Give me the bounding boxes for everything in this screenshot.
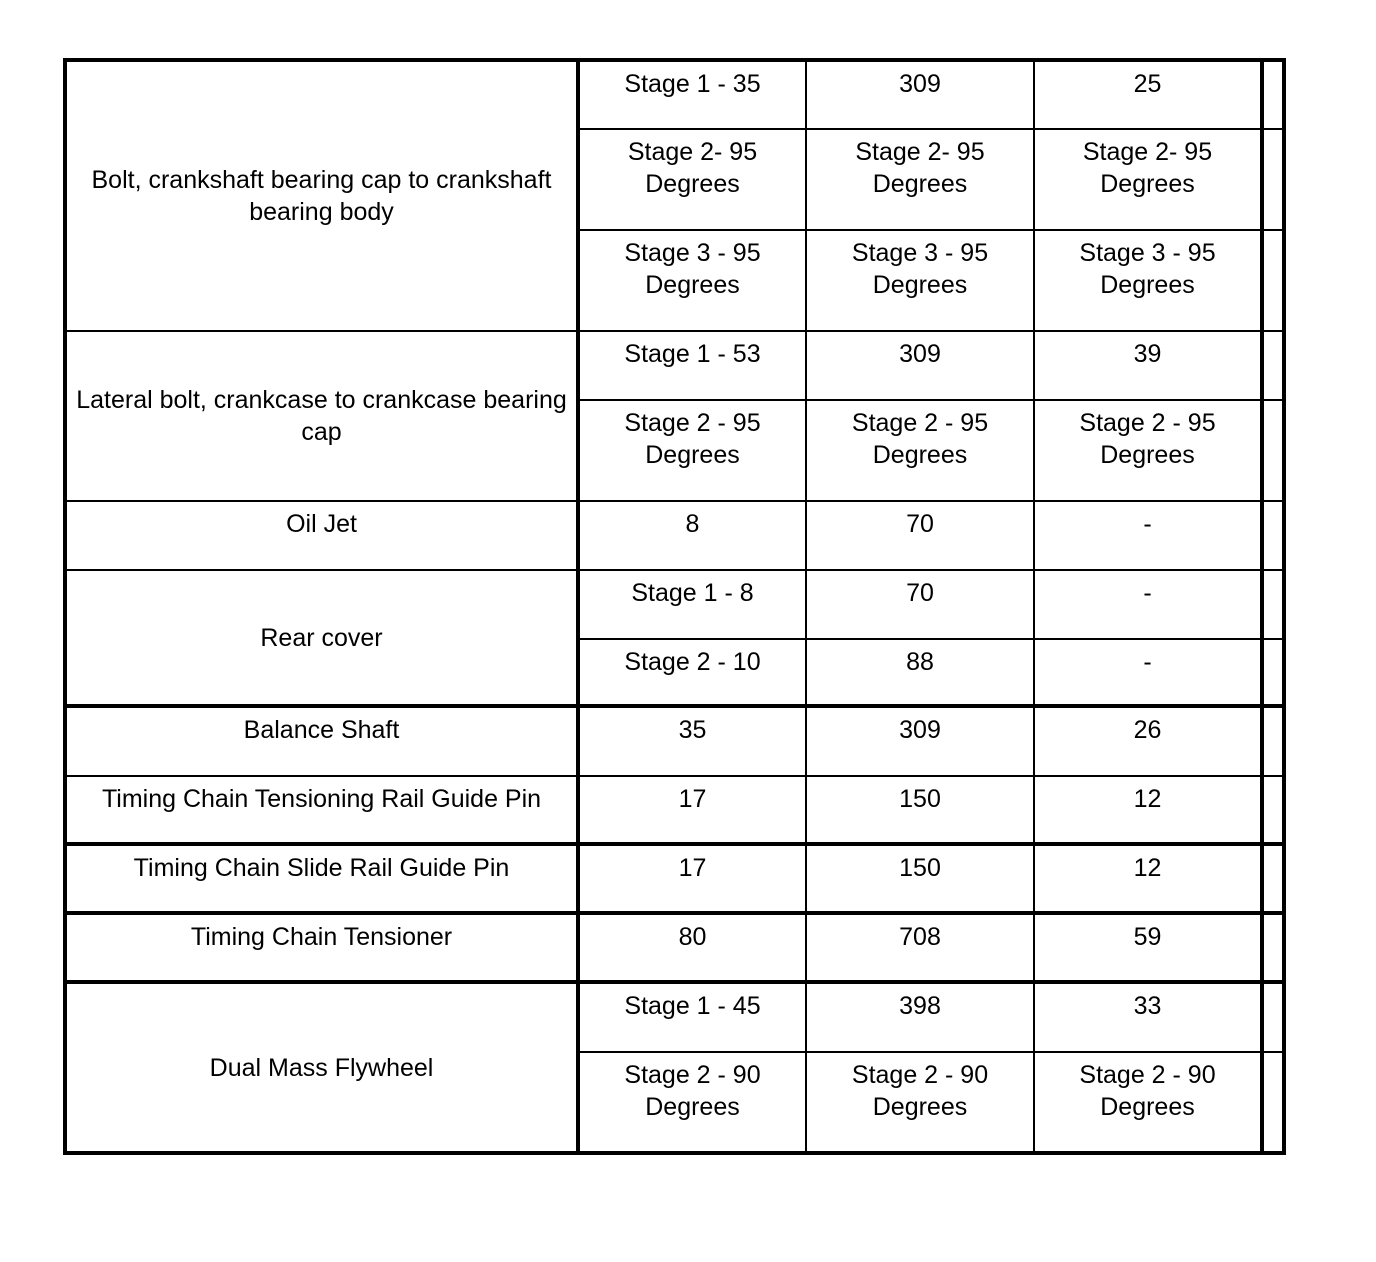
component-name: Balance Shaft (65, 706, 578, 776)
torque-lbin-cell: 70 (806, 501, 1034, 570)
component-name: Timing Chain Tensioning Rail Guide Pin (65, 776, 578, 844)
table-row (65, 60, 1284, 129)
table-row (65, 331, 1284, 400)
torque-lbin-cell: Stage 2 - 95 Degrees (806, 400, 1034, 501)
torque-lbft-cell: - (1034, 639, 1262, 706)
torque-nm-cell: Stage 1 - 53 (578, 331, 806, 400)
torque-nm-cell: Stage 1 - 35 (578, 60, 806, 129)
blank-cell (1262, 400, 1284, 501)
blank-cell (1262, 331, 1284, 400)
torque-nm-cell: Stage 2 - 10 (578, 639, 806, 706)
torque-nm-cell: 17 (578, 776, 806, 844)
component-name: Timing Chain Tensioner (65, 913, 578, 982)
torque-lbft-cell: Stage 3 - 95 Degrees (1034, 230, 1262, 331)
torque-specification-table (63, 58, 1286, 1155)
blank-cell (1262, 982, 1284, 1052)
torque-lbft-cell: - (1034, 501, 1262, 570)
blank-cell (1262, 639, 1284, 706)
torque-lbin-cell: 88 (806, 639, 1034, 706)
torque-nm-cell: 17 (578, 844, 806, 913)
blank-cell (1262, 913, 1284, 982)
table-row (65, 844, 1284, 913)
blank-cell (1262, 129, 1284, 230)
component-name: Bolt, crankshaft bearing cap to crankshaft bearing body (65, 60, 578, 331)
torque-lbin-cell: 309 (806, 331, 1034, 400)
torque-lbft-cell: Stage 2 - 95 Degrees (1034, 400, 1262, 501)
torque-nm-cell: Stage 3 - 95 Degrees (578, 230, 806, 331)
torque-lbin-cell: 150 (806, 844, 1034, 913)
component-name: Oil Jet (65, 501, 578, 570)
torque-lbin-cell: 708 (806, 913, 1034, 982)
torque-lbin-cell: 309 (806, 60, 1034, 129)
torque-lbft-cell: 12 (1034, 844, 1262, 913)
torque-lbin-cell: Stage 2 - 90 Degrees (806, 1052, 1034, 1153)
component-name: Lateral bolt, crankcase to crankcase bearing cap (65, 331, 578, 501)
torque-lbft-cell: 12 (1034, 776, 1262, 844)
table-row (65, 706, 1284, 776)
torque-lbft-cell: 39 (1034, 331, 1262, 400)
table-row (65, 570, 1284, 639)
torque-lbft-cell: 26 (1034, 706, 1262, 776)
torque-nm-cell: 80 (578, 913, 806, 982)
table-row (65, 776, 1284, 844)
torque-lbin-cell: 398 (806, 982, 1034, 1052)
torque-nm-cell: 35 (578, 706, 806, 776)
blank-cell (1262, 60, 1284, 129)
torque-lbft-cell: 25 (1034, 60, 1262, 129)
blank-cell (1262, 570, 1284, 639)
torque-nm-cell: Stage 1 - 45 (578, 982, 806, 1052)
blank-cell (1262, 776, 1284, 844)
torque-lbin-cell: Stage 2- 95 Degrees (806, 129, 1034, 230)
table-row (65, 913, 1284, 982)
component-name: Rear cover (65, 570, 578, 706)
component-name: Dual Mass Flywheel (65, 982, 578, 1153)
torque-nm-cell: Stage 1 - 8 (578, 570, 806, 639)
blank-cell (1262, 844, 1284, 913)
torque-lbin-cell: 150 (806, 776, 1034, 844)
torque-nm-cell: 8 (578, 501, 806, 570)
blank-cell (1262, 230, 1284, 331)
torque-nm-cell: Stage 2 - 95 Degrees (578, 400, 806, 501)
torque-lbin-cell: 70 (806, 570, 1034, 639)
torque-nm-cell: Stage 2 - 90 Degrees (578, 1052, 806, 1153)
torque-lbft-cell: Stage 2- 95 Degrees (1034, 129, 1262, 230)
torque-lbft-cell: Stage 2 - 90 Degrees (1034, 1052, 1262, 1153)
table-row (65, 982, 1284, 1052)
blank-cell (1262, 1052, 1284, 1153)
torque-lbin-cell: Stage 3 - 95 Degrees (806, 230, 1034, 331)
torque-lbft-cell: 59 (1034, 913, 1262, 982)
torque-lbft-cell: - (1034, 570, 1262, 639)
torque-lbft-cell: 33 (1034, 982, 1262, 1052)
blank-cell (1262, 706, 1284, 776)
torque-nm-cell: Stage 2- 95 Degrees (578, 129, 806, 230)
component-name: Timing Chain Slide Rail Guide Pin (65, 844, 578, 913)
torque-lbin-cell: 309 (806, 706, 1034, 776)
table-row (65, 501, 1284, 570)
blank-cell (1262, 501, 1284, 570)
